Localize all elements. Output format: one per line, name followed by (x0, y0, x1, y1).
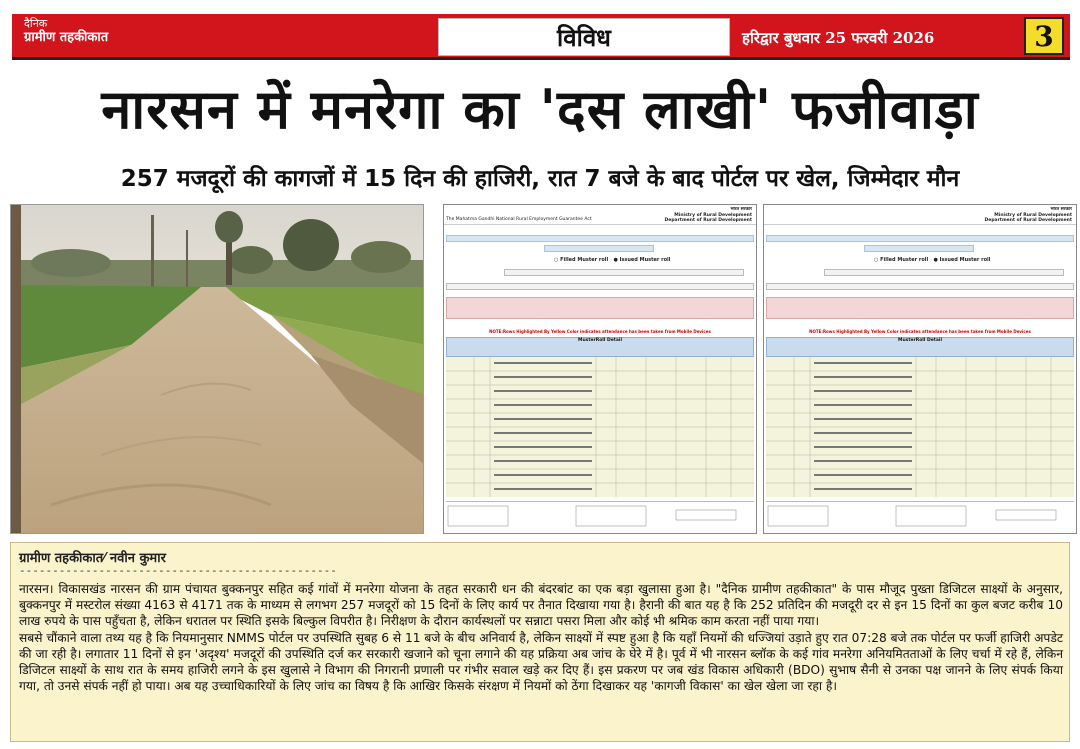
masthead (12, 14, 1070, 60)
muster-table-header: MusterRoll Detail (446, 337, 754, 357)
search-key-field (504, 269, 744, 276)
nrega-portal-screenshot-1 (443, 204, 757, 534)
muster-table-header: MusterRoll Detail (766, 337, 1074, 357)
article-paragraph-2: सबसे चौंकाने वाला तथ्य यह है कि नियमानुसार NMMS पोर्टल पर उपस्थिति सुबह 6 से 11 बजे के बीच अनिवार्य है, लेकिन साक्ष्यों में स्पष्ट हुआ है कि यहाँ नियमों की धज्जियां उड़ाते हुए रात 07:28 बजे तक पोर्टल पर फर्जी हाजिरी अपडेट की जा रही है। लगातार 11 दिनों से इन 'अदृश्य' मजदूरों की उपस्थिति दर्ज कर सरकारी खजाने को चूना लगाने की यह प्रक्रिया अब जांच के घेरे में है। पूर्व में भी नारसन ब्लॉक के कई गांव मनरेगा अनियमितताओं के लिए चर्चा में रहे हैं, लेकिन डिजिटल साक्ष्यों के साथ रात के समय हाजिरी लगने के इस खुलासे ने विभाग की निगरानी प्रणाली पर गंभीर सवाल खड़े कर दिए हैं। इस प्रकरण पर जब खंड विकास अधिकारी (BDO) सुभाष सैनी से उनका पक्ष जानने के लिए संपर्क किया गया, तो उनसे संपर्क नहीं हो पाया। अब यह उच्चाधिकारियों के लिए जांच का विषय है कि आखिर किसके संरक्षण में नियमों को ठेंगा दिखाकर यह 'कागजी विकास' का खेल खेला जा रहा है। (19, 630, 1063, 694)
muster-roll-radios: ○ Filled Muster roll ● Issued Muster roll (554, 257, 671, 263)
search-key-field (824, 269, 1064, 276)
road-photo-illustration (11, 205, 424, 534)
portal-filter-bar (766, 235, 1074, 242)
work-info-box (446, 297, 754, 319)
article-paragraph-1: नारसन। विकासखंड नारसन की ग्राम पंचायत बुक्कनपुर सहित कई गांवों में मनरेगा योजना के तहत सरकारी धन की बंदरबांट का एक बड़ा खुलासा हुआ है। "दैनिक ग्रामीण तहकीकात" के पास मौजूद पुख्ता डिजिटल साक्ष्यों के अनुसार, बुक्कनपुर में मस्टरोल संख्या 4163 से 4171 तक के माध्यम से लगभग 257 मजदूरों को 15 दिनों के लिए कार्य पर तैनात दिखाया गया है। हैरानी की बात यह है कि 252 प्रतिदिन की मजदूरी दर से इन 15 दिनों का कुल बजट करीब 10 लाख रुपये के पास पहुँचता है, लेकिन धरातल पर स्थिति इसके बिल्कुल विपरीत है। निरीक्षण के दौरान कार्यस्थलों पर सन्नाटा पसरा मिला और कोई भी श्रमिक काम करता नहीं पाया गया। (19, 582, 1063, 629)
brand-name: ग्रामीण तहकीकात (24, 29, 109, 45)
portal-date-select (864, 245, 974, 252)
article-box (10, 542, 1070, 742)
newspaper-brand (24, 18, 108, 46)
muster-table-footer (766, 501, 1074, 531)
portal-header (764, 205, 1076, 225)
edition-date: हरिद्वार बुधवार 25 फरवरी 2026 (742, 29, 935, 47)
ministry-label: भारत सरकार Ministry of Rural Development Department of Rural Development (984, 207, 1072, 223)
nrega-portal-screenshot-2 (763, 204, 1077, 534)
byline-divider: ------------------------------------------------ (19, 564, 337, 577)
sub-headline: 257 मजदूरों की कागजों में 15 दिन की हाजिरी, रात 7 बजे के बाद पोर्टल पर खेल, जिम्मेदार मौन (120, 166, 960, 192)
main-headline: नारसन में मनरेगा का 'दस लाखी' फजीवाड़ा (101, 78, 979, 141)
brand-small: दैनिक (24, 17, 48, 30)
work-select-field (766, 283, 1074, 290)
muster-table-grid (446, 357, 754, 497)
attendance-note: NOTE:Rows Highlighted By Yellow Color indicates attendance has been taken from Mobile Devices (489, 329, 711, 334)
byline: ग्रामीण तहकीकात⁄ नवीन कुमार (19, 551, 166, 566)
work-info-box (766, 297, 1074, 319)
act-title: The Mahatma Gandhi National Rural Employment Guarantee Act (446, 217, 592, 222)
portal-date-select (544, 245, 654, 252)
portal-header (444, 205, 756, 225)
portal-filter-bar (446, 235, 754, 242)
muster-roll-radios: ○ Filled Muster roll ● Issued Muster roll (874, 257, 991, 263)
work-select-field (446, 283, 754, 290)
attendance-note: NOTE:Rows Highlighted By Yellow Color indicates attendance has been taken from Mobile Devices (809, 329, 1031, 334)
article-body (19, 581, 1063, 694)
muster-table-footer (446, 501, 754, 531)
ministry-label: भारत सरकार Ministry of Rural Development Department of Rural Development (664, 207, 752, 223)
muster-table-grid (766, 357, 1074, 497)
page-number: 3 (1024, 17, 1064, 55)
section-title: विविध (438, 18, 730, 56)
field-road-photo (10, 204, 424, 534)
